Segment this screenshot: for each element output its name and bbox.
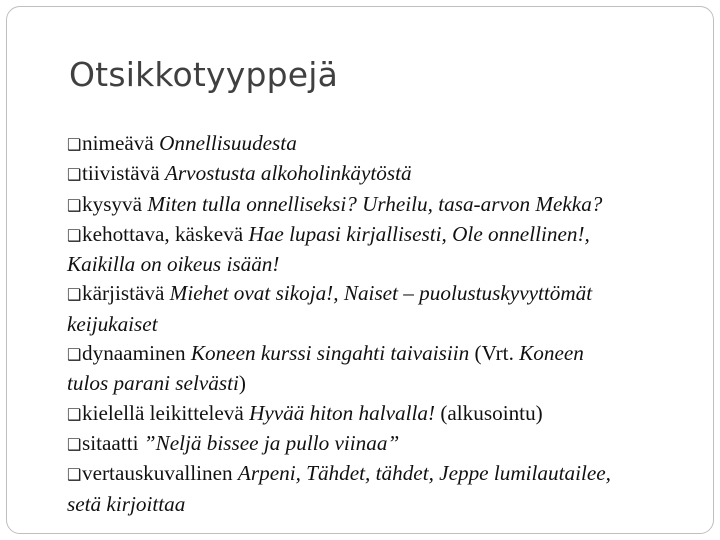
- list-item: [67, 429, 627, 459]
- example-text: ”Neljä bissee ja pullo viinaa”: [143, 430, 400, 455]
- type-label: (Vrt.: [469, 341, 520, 366]
- example-text: Koneen kurssi singahti taivaisiin: [190, 341, 470, 366]
- type-label: kehottava, käskevä: [82, 221, 249, 246]
- example-text: Koneen tulos parani selvästi: [67, 341, 584, 396]
- checkbox-bullet-icon: ❑: [67, 195, 82, 215]
- type-label: kysyvä: [82, 191, 148, 216]
- example-text: Hyvää hiton halvalla!: [249, 400, 436, 425]
- list-item: [67, 339, 627, 399]
- list-item: [67, 459, 627, 519]
- checkbox-bullet-icon: ❑: [67, 165, 82, 185]
- type-label: kärjistävä: [82, 281, 170, 306]
- checkbox-bullet-icon: ❑: [67, 285, 82, 305]
- list-item: [67, 220, 627, 280]
- example-text: Arvostusta alkoholinkäytöstä: [164, 161, 412, 186]
- bullet-list: [67, 129, 627, 519]
- checkbox-bullet-icon: ❑: [67, 225, 82, 245]
- example-text: Onnellisuudesta: [159, 131, 297, 155]
- checkbox-bullet-icon: ❑: [67, 434, 82, 454]
- list-item: [67, 129, 627, 159]
- checkbox-bullet-icon: ❑: [67, 135, 82, 154]
- type-label: vertauskuvallinen: [82, 461, 238, 486]
- list-item: [67, 159, 627, 189]
- example-text: Arpeni, Tähdet, tähdet, Jeppe lumilautailee, setä kirjoittaa: [67, 461, 611, 516]
- list-item: [67, 399, 627, 429]
- slide-title: Otsikkotyyppejä: [69, 55, 339, 94]
- type-label: tiivistävä: [82, 161, 165, 186]
- type-label: nimeävä: [82, 131, 160, 155]
- type-label: sitaatti: [82, 430, 144, 455]
- slide: [6, 6, 714, 534]
- type-label: dynaaminen: [82, 341, 191, 366]
- type-label: kielellä leikittelevä: [82, 400, 250, 425]
- checkbox-bullet-icon: ❑: [67, 404, 82, 424]
- checkbox-bullet-icon: ❑: [67, 465, 82, 485]
- list-item: [67, 190, 627, 220]
- type-label: (alkusointu): [435, 400, 543, 425]
- checkbox-bullet-icon: ❑: [67, 345, 82, 365]
- list-item: [67, 279, 627, 339]
- example-text: Miehet ovat sikoja!, Naiset – puolustuskyvyttömät keijukaiset: [67, 281, 593, 336]
- type-label: ): [238, 371, 246, 396]
- example-text: Miten tulla onnelliseksi? Urheilu, tasa-arvon Mekka?: [147, 191, 603, 216]
- example-text: Hae lupasi kirjallisesti, Ole onnellinen!, Kaikilla on oikeus isään!: [67, 221, 590, 277]
